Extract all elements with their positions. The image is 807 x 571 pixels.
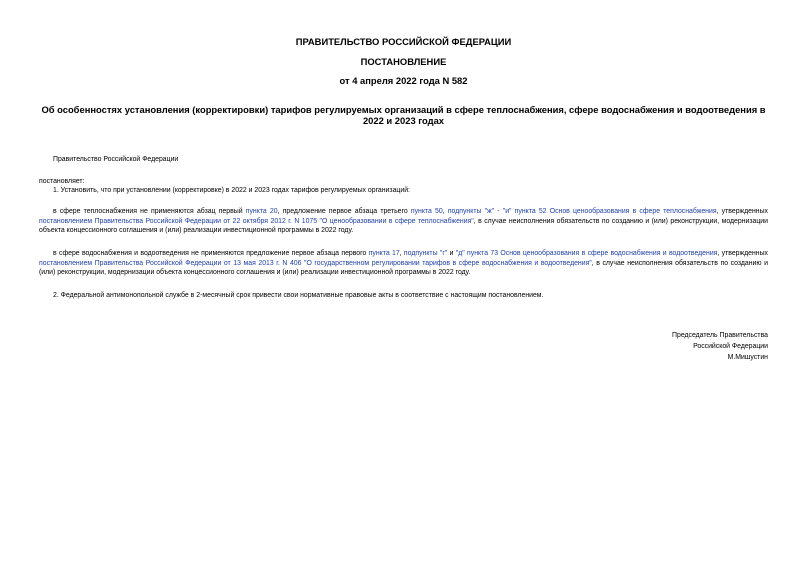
item-2: 2. Федеральной антимонопольной службе в 2-месячный срок привести свои нормативные правовые акты в соответствие с настоящим постановлением. <box>53 292 544 299</box>
water-text-1: в сфере водоснабжения и водоотведения не применяются предложение первое абзаца первого <box>53 250 369 257</box>
signature-name: М.Мишустин <box>727 354 768 361</box>
water-text-3: и <box>447 250 456 257</box>
link-water-pricing-basics[interactable]: Основ ценообразования в сфере водоснабжения и водоотведения <box>500 250 718 257</box>
item-1: 1. Установить, что при установлении (корректировке) в 2022 и 2023 годах тарифов регулируемых организаций: <box>53 187 410 194</box>
link-point-50[interactable]: пункта 50 <box>410 208 443 215</box>
resolves-text: постановляет: <box>39 178 85 185</box>
heat-text-5: , утвержденных <box>716 208 768 215</box>
document-title: Об особенностях установления (корректировки) тарифов регулируемых организаций в сфере теплоснабжения, сфере водоснабжения и водоотведения в 2022 и 2023 годах <box>41 104 766 126</box>
link-point-17[interactable]: пункта 17 <box>368 250 400 257</box>
paragraph-heat-supply <box>39 207 768 236</box>
water-text-6: , в случае неисполнения обязательств по созданию и (или) реконструкции, модернизации объекта концессионного соглашения и (или) реализации инвестиционной программы в 2022 году. <box>39 259 768 277</box>
heat-text-2: , предложение первое абзаца третьего <box>277 208 411 215</box>
link-subpoint-g[interactable]: подпункты "г" <box>403 250 448 257</box>
link-resolution-406[interactable]: постановлением Правительства Российской Федерации от 13 мая 2013 г. N 406 "О государственном регулировании тарифов в сфере водоснабжения и водоотведения" <box>39 259 592 267</box>
doc-type-heading: ПОСТАНОВЛЕНИЕ <box>360 56 447 67</box>
paragraph-water-supply <box>39 249 768 278</box>
link-subpoints-52[interactable]: подпункты "ж" - "и" пункта 52 <box>447 208 547 215</box>
link-point-20[interactable]: пункта 20 <box>245 208 278 215</box>
water-text-2: , <box>399 250 404 257</box>
link-resolution-1075[interactable]: постановлением Правительства Российской Федерации от 22 октября 2012 г. N 1075 "О ценообразовании в сфере теплоснабжения" <box>39 217 474 225</box>
signature-position-2: Российской Федерации <box>693 343 768 350</box>
water-text-5: , утвержденных <box>717 250 768 257</box>
intro-text: Правительство Российской Федерации <box>53 156 179 163</box>
link-subpoint-d-73[interactable]: "д" пункта 73 <box>455 250 499 257</box>
signature-position-1: Председатель Правительства <box>672 332 768 339</box>
date-number: от 4 апреля 2022 года N 582 <box>339 75 468 86</box>
authority-heading: ПРАВИТЕЛЬСТВО РОССИЙСКОЙ ФЕДЕРАЦИИ <box>295 36 512 47</box>
heat-text-1: в сфере теплоснабжения не применяются абзац первый <box>53 208 246 215</box>
link-heat-pricing-basics[interactable]: Основ ценообразования в сфере теплоснабжения <box>549 208 717 215</box>
heat-text-6: , в случае неисполнения обязательств по созданию и (или) реконструкции, модернизации объекта концессионного соглашения и (или) реализации инвестиционной программы в 2022 году. <box>39 217 768 235</box>
heat-text-3: , <box>442 208 448 215</box>
